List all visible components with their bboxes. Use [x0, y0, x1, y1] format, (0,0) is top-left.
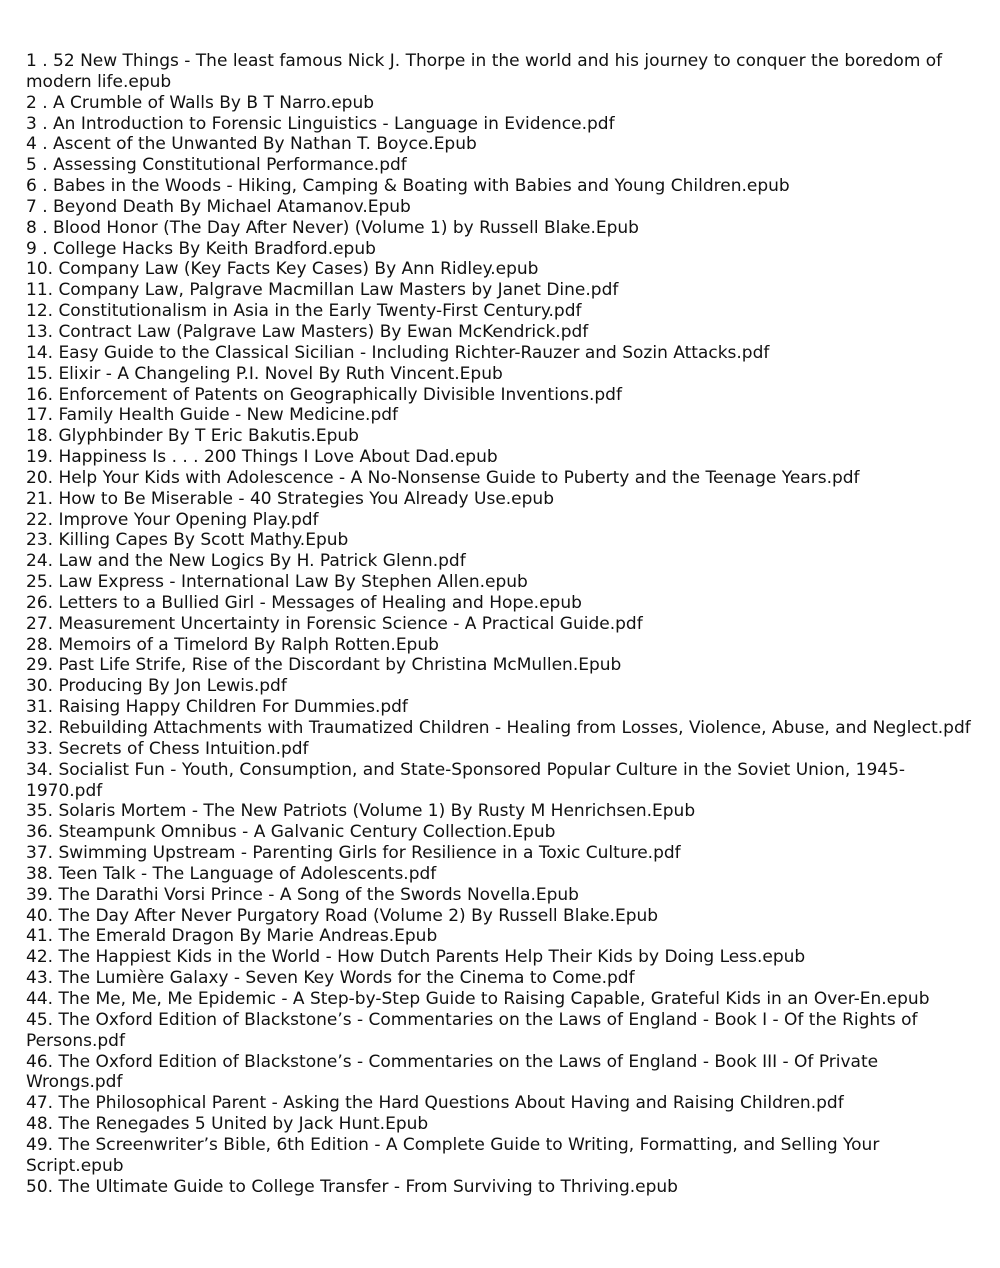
book-list-item: 41. The Emerald Dragon By Marie Andreas.Epub [26, 926, 438, 947]
book-list-item: 50. The Ultimate Guide to College Transfer - From Surviving to Thriving.epub [26, 1176, 678, 1197]
book-list-item: 39. The Darathi Vorsi Prince - A Song of the Swords Novella.Epub [26, 884, 579, 905]
book-list-item: 37. Swimming Upstream - Parenting Girls for Resilience in a Toxic Culture.pdf [26, 843, 681, 864]
book-list-item: 7 . Beyond Death By Michael Atamanov.Epub [26, 196, 411, 217]
book-list-item: 25. Law Express - International Law By Stephen Allen.epub [26, 572, 528, 593]
book-list-item: 31. Raising Happy Children For Dummies.pdf [26, 697, 408, 718]
book-list-item: 18. Glyphbinder By T Eric Bakutis.Epub [26, 426, 359, 447]
book-list-item: 15. Elixir - A Changeling P.I. Novel By Ruth Vincent.Epub [26, 363, 503, 384]
book-list-item: 17. Family Health Guide - New Medicine.pdf [26, 405, 399, 426]
book-list-item: 3 . An Introduction to Forensic Linguistics - Language in Evidence.pdf [26, 113, 615, 134]
book-list-item: 12. Constitutionalism in Asia in the Early Twenty-First Century.pdf [26, 301, 582, 322]
book-list-item: 34. Socialist Fun - Youth, Consumption, and State-Sponsored Popular Culture in the Soviet Union, 1945-1970.pdf [26, 759, 906, 801]
book-list-item: 28. Memoirs of a Timelord By Ralph Rotten.Epub [26, 634, 439, 655]
book-list-item: 33. Secrets of Chess Intuition.pdf [26, 738, 309, 759]
book-list-item: 19. Happiness Is . . . 200 Things I Love About Dad.epub [26, 447, 498, 468]
book-list-item: 10. Company Law (Key Facts Key Cases) By Ann Ridley.epub [26, 259, 539, 280]
book-list-item: 42. The Happiest Kids in the World - How Dutch Parents Help Their Kids by Doing Less.epub [26, 947, 806, 968]
book-list-item: 30. Producing By Jon Lewis.pdf [26, 676, 287, 697]
book-list-item: 4 . Ascent of the Unwanted By Nathan T. Boyce.Epub [26, 134, 477, 155]
book-list-item: 48. The Renegades 5 United by Jack Hunt.Epub [26, 1114, 429, 1135]
book-list-item: 23. Killing Capes By Scott Mathy.Epub [26, 530, 349, 551]
book-list-item: 40. The Day After Never Purgatory Road (Volume 2) By Russell Blake.Epub [26, 905, 659, 926]
book-list-item: 45. The Oxford Edition of Blackstone’s - Commentaries on the Laws of England - Book I - Of the Rights of Persons.pdf [26, 1009, 918, 1051]
book-list-item: 29. Past Life Strife, Rise of the Discordant by Christina McMullen.Epub [26, 655, 622, 676]
book-list-item: 5 . Assessing Constitutional Performance.pdf [26, 155, 407, 176]
book-list-item: 46. The Oxford Edition of Blackstone’s - Commentaries on the Laws of England - Book III - Of Private Wrongs.pdf [26, 1051, 879, 1093]
book-list-item: 16. Enforcement of Patents on Geographically Divisible Inventions.pdf [26, 384, 622, 405]
book-list-item: 24. Law and the New Logics By H. Patrick Glenn.pdf [26, 551, 466, 572]
book-list-item: 32. Rebuilding Attachments with Traumatized Children - Healing from Losses, Violence, Abuse, and Neglect.pdf [26, 718, 971, 738]
book-list-item: 22. Improve Your Opening Play.pdf [26, 509, 319, 530]
book-list-item: 14. Easy Guide to the Classical Sicilian - Including Richter-Rauzer and Sozin Attacks.pdf [26, 342, 770, 363]
book-list-item: 13. Contract Law (Palgrave Law Masters) By Ewan McKendrick.pdf [26, 321, 589, 342]
book-list-item: 49. The Screenwriter’s Bible, 6th Edition - A Complete Guide to Writing, Formatting, and Selling Your Script.epub [26, 1134, 880, 1176]
book-list-item: 1 . 52 New Things - The least famous Nick J. Thorpe in the world and his journey to conquer the boredom of modern life.epub [26, 51, 943, 92]
book-list-item: 6 . Babes in the Woods - Hiking, Camping & Boating with Babies and Young Children.epub [26, 176, 790, 197]
book-file-list [26, 51, 978, 1197]
book-list-item: 8 . Blood Honor (The Day After Never) (Volume 1) by Russell Blake.Epub [26, 217, 639, 238]
book-list-item: 27. Measurement Uncertainty in Forensic Science - A Practical Guide.pdf [26, 613, 643, 634]
book-list-item: 11. Company Law, Palgrave Macmillan Law Masters by Janet Dine.pdf [26, 280, 619, 301]
book-list-item: 26. Letters to a Bullied Girl - Messages of Healing and Hope.epub [26, 592, 582, 613]
book-list-item: 36. Steampunk Omnibus - A Galvanic Century Collection.Epub [26, 822, 556, 843]
document-page [26, 51, 978, 1197]
book-list-item: 21. How to Be Miserable - 40 Strategies You Already Use.epub [26, 488, 554, 509]
book-list-item: 2 . A Crumble of Walls By B T Narro.epub [26, 92, 375, 113]
book-list-item: 47. The Philosophical Parent - Asking the Hard Questions About Having and Raising Children.pdf [26, 1093, 844, 1114]
book-list-item: 20. Help Your Kids with Adolescence - A No-Nonsense Guide to Puberty and the Teenage Years.pdf [26, 467, 860, 488]
book-list-item: 35. Solaris Mortem - The New Patriots (Volume 1) By Rusty M Henrichsen.Epub [26, 801, 696, 822]
book-list-item: 38. Teen Talk - The Language of Adolescents.pdf [26, 863, 437, 884]
book-list-item: 9 . College Hacks By Keith Bradford.epub [26, 238, 376, 259]
book-list-item: 44. The Me, Me, Me Epidemic - A Step-by-Step Guide to Raising Capable, Grateful Kids in an Over-En.epub [26, 988, 930, 1009]
book-list-item: 43. The Lumière Galaxy - Seven Key Words for the Cinema to Come.pdf [26, 968, 635, 989]
